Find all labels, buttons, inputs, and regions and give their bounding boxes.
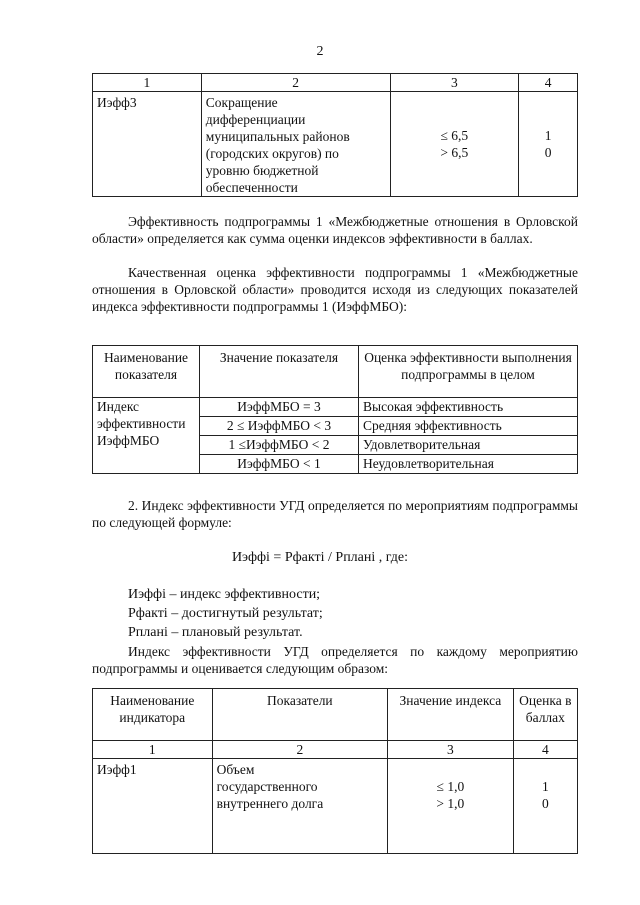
table-header-row [93,689,578,741]
definition-planned-result: Рпланi – плановый результат. [128,625,303,640]
table-header-row [93,346,578,398]
definition-actual-result: Рфактi – достигнутый результат; [128,606,323,621]
value-line: ≤ 6,5 [440,128,469,143]
values-cell [388,759,514,854]
header-col-2: 2 [201,74,390,92]
rating-cell: Высокая эффективность [359,398,578,417]
col-number: 4 [513,741,577,759]
value-cell: ИэффМБО < 1 [200,455,359,474]
rating-cell: Средняя эффективность [359,417,578,436]
values-cell [390,92,519,197]
description-line: государственного [216,779,318,794]
header-score: Оценка в баллах [513,689,577,741]
col-number: 2 [212,741,388,759]
paragraph-ugd-per-measure: Индекс эффективности УГД определяется по каждому мероприятию подпрограммы и оценивается следующим образом: [92,644,578,676]
col-number: 1 [93,741,213,759]
header-indicator-name: Наименование индикатора [93,689,213,741]
table-header-row [93,74,578,92]
description-line: дифференциации [205,112,306,127]
value-cell: ИэффМБО = 3 [200,398,359,417]
description-line: внутреннего долга [216,796,324,811]
header-col-3: 3 [390,74,519,92]
table-number-row [93,741,578,759]
value-line: > 1,0 [436,796,465,811]
indicator-name-line: эффективности [97,416,186,431]
indicator-name: Иэфф1 [97,762,137,777]
header-metrics: Показатели [212,689,388,741]
rating-cell: Неудовлетворительная [359,455,578,474]
score-line: 1 [544,128,552,143]
header-indicator-value: Значение показателя [200,346,359,398]
description-line: Сокращение [205,95,278,110]
page-number: 2 [316,44,324,59]
paragraph-sum-definition: Эффективность подпрограммы 1 «Межбюджетные отношения в Орловской области» определяется как сумма оценки индексов эффективности в баллах. [92,214,578,246]
table-efficiency-rating [92,345,578,474]
description-line: (городских округов) по [205,146,339,161]
indicator-name-line: ИэффМБО [97,433,160,448]
header-rating: Оценка эффективности выполнения подпрограммы в целом [359,346,578,398]
indicator-name-cell [93,398,200,474]
table-indicator-1 [92,688,578,854]
paragraph-ugd-index: 2. Индекс эффективности УГД определяется по мероприятиям подпрограммы по следующей формуле: [92,498,578,530]
definition-efficiency-index: Иэффi – индекс эффективности; [128,587,321,602]
rating-cell: Удовлетворительная [359,436,578,455]
description-line: Объем [216,762,255,777]
description-line: обеспеченности [205,180,298,195]
header-col-1: 1 [93,74,202,92]
efficiency-formula: Иэффi = Рфактi / Рпланi , где: [231,550,409,565]
description-line: муниципальных районов [205,129,350,144]
header-col-4: 4 [519,74,578,92]
score-line: 0 [541,796,549,811]
indicator-name: Иэфф3 [97,95,137,110]
indicator-cell [93,92,202,197]
description-cell [201,92,390,197]
indicator-cell [93,759,213,854]
value-cell: 1 ≤ИэффМБО < 2 [200,436,359,455]
header-indicator-name: Наименование показателя [93,346,200,398]
scores-cell [513,759,577,854]
score-line: 1 [541,779,549,794]
indicator-name-line: Индекс [97,399,140,414]
col-number: 3 [388,741,514,759]
value-cell: 2 ≤ ИэффМБО < 3 [200,417,359,436]
value-line: ≤ 1,0 [436,779,465,794]
table-row [93,92,578,197]
table-row [93,759,578,854]
table-row [93,398,578,417]
header-index-value: Значение индекса [388,689,514,741]
description-cell [212,759,388,854]
scores-cell [519,92,578,197]
paragraph-quality-assessment: Качественная оценка эффективности подпрограммы 1 «Межбюджетные отношения в Орловской области» проводится исходя из следующих показателей индекса эффективности подпрограммы 1 (ИэффМБО): [92,265,578,314]
table-indicator-3 [92,73,578,197]
description-line: уровню бюджетной [205,163,319,178]
score-line: 0 [544,145,552,160]
value-line: > 6,5 [440,145,469,160]
